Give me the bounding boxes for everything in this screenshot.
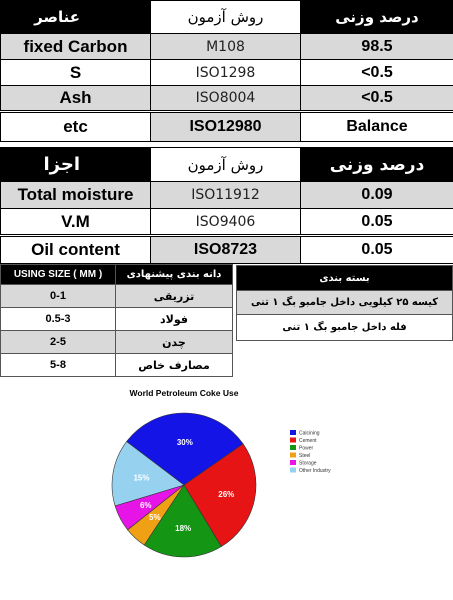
header-components: اجزا — [1, 148, 151, 182]
header-using-size: USING SIZE ( MM ) — [1, 265, 116, 285]
method-cell: M108 — [151, 34, 301, 60]
method-cell: ISO1298 — [151, 60, 301, 86]
legend-swatch — [290, 453, 296, 458]
packing-option-row — [237, 315, 453, 341]
weight-cell: 98.5 — [301, 34, 453, 60]
pie-data-label: 5% — [149, 512, 161, 522]
method-cell: ISO11912 — [151, 182, 301, 209]
use-cell: فولاد — [116, 308, 233, 331]
pie-chart — [0, 380, 453, 600]
weight-cell: 0.05 — [301, 209, 453, 236]
size-table — [0, 264, 233, 377]
method-cell: ISO8004 — [151, 86, 301, 112]
legend-swatch — [290, 460, 296, 465]
pie-data-label: 18% — [175, 524, 192, 534]
table-row — [1, 34, 453, 60]
table-row — [1, 182, 453, 209]
element-cell: Total moisture — [1, 182, 151, 209]
method-cell: ISO9406 — [151, 209, 301, 236]
table-row — [1, 86, 453, 112]
packing-option: کیسه ۲۵ کیلویی داخل جامبو بگ ۱ تنی — [237, 291, 453, 315]
header-suggested-size: دانه بندی پیشنهادی — [116, 265, 233, 285]
packing-option-row — [237, 291, 453, 315]
size-table-header — [1, 265, 233, 285]
component-table — [0, 147, 453, 264]
element-cell: fixed Carbon — [1, 34, 151, 60]
weight-cell: <0.5 — [301, 86, 453, 112]
legend-label: Cement — [299, 438, 317, 445]
element-cell: V.M — [1, 209, 151, 236]
chart-title: World Petroleum Coke Use — [129, 388, 239, 398]
legend-label: Other Industry — [299, 468, 331, 475]
use-cell: تزریقی — [116, 285, 233, 308]
legend-label: Calcining — [299, 430, 320, 437]
legend-label: Power — [299, 445, 314, 452]
header-test-method: روش آزمون — [151, 148, 301, 182]
table-row — [1, 209, 453, 236]
table-row — [1, 60, 453, 86]
packing-header-row — [237, 266, 453, 291]
legend-swatch — [290, 445, 296, 450]
legend-swatch — [290, 430, 296, 435]
method-cell: ISO8723 — [151, 236, 301, 264]
element-cell: Ash — [1, 86, 151, 112]
use-cell: چدن — [116, 331, 233, 354]
spec-table-header — [1, 1, 453, 34]
method-cell: ISO12980 — [151, 112, 301, 142]
size-cell: 5-8 — [1, 354, 116, 377]
pie-data-label: 30% — [176, 437, 193, 447]
header-weight-percent: درصد وزنی — [301, 148, 453, 182]
spec-table — [0, 0, 453, 142]
pie-data-label: 26% — [218, 489, 235, 499]
weight-cell: 0.09 — [301, 182, 453, 209]
use-cell: مصارف خاص — [116, 354, 233, 377]
packing-table — [236, 265, 453, 341]
legend-swatch — [290, 468, 296, 473]
table-row — [1, 354, 233, 377]
packing-option: فله داخل جامبو بگ ۱ تنی — [237, 315, 453, 341]
size-cell: 2-5 — [1, 331, 116, 354]
legend-label: Storage — [299, 460, 317, 467]
weight-cell: 0.05 — [301, 236, 453, 264]
size-cell: 0-1 — [1, 285, 116, 308]
header-weight-percent: درصد وزنی — [301, 1, 453, 34]
size-cell: 0.5-3 — [1, 308, 116, 331]
packing-header: بسته بندی — [237, 266, 453, 291]
component-table-header — [1, 148, 453, 182]
pie-data-label: 15% — [133, 473, 150, 483]
element-cell: Oil content — [1, 236, 151, 264]
legend-label: Steel — [299, 453, 311, 460]
header-test-method: روش آزمون — [151, 1, 301, 34]
header-elements: عناصر — [1, 1, 151, 34]
table-row — [1, 331, 233, 354]
table-row — [1, 308, 233, 331]
weight-cell: Balance — [301, 112, 453, 142]
table-row — [1, 112, 453, 142]
pie-slices — [112, 413, 256, 557]
chart-legend — [290, 430, 331, 474]
legend-swatch — [290, 438, 296, 443]
table-row — [1, 285, 233, 308]
element-cell: etc — [1, 112, 151, 142]
weight-cell: <0.5 — [301, 60, 453, 86]
element-cell: S — [1, 60, 151, 86]
table-row — [1, 236, 453, 264]
pie-data-label: 6% — [139, 501, 152, 511]
